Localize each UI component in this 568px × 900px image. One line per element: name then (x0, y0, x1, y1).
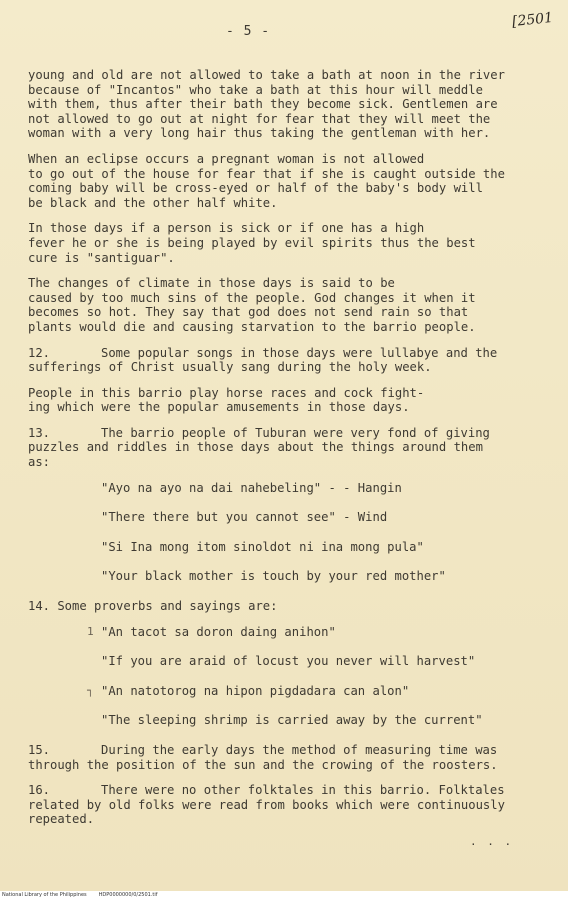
item-number: 12. (28, 345, 51, 360)
item-number: 15. (28, 743, 51, 757)
page-number: - 5 - (226, 24, 271, 39)
paragraph-15 (28, 743, 548, 772)
footer-library: National Library of the Philippines (2, 892, 87, 898)
paragraph-text: People in this barrio play horse races and cock fight- ing which were the popular amusements in those days. (28, 385, 425, 415)
riddle-line: "Your black mother is touch by your red mother" (101, 569, 446, 584)
trailing-dots: . . . (470, 835, 514, 848)
proverb-line: 1 "An tacot sa doron daing anihon" (101, 625, 548, 640)
paragraph-text: There were no other folktales in this barrio. Folktales related by old folks were read from books which were continuously repeated. (28, 783, 505, 827)
paragraph (28, 152, 548, 210)
paragraph (28, 221, 548, 265)
proverb-line: ┐ "An natotorog na hipon pigdadara can alon" (101, 684, 548, 699)
footer-filename: HDP0000000/0/2501.tif (98, 892, 158, 898)
proverb-line: "The sleeping shrimp is carried away by the current" (101, 713, 483, 728)
paragraph (28, 68, 548, 141)
proverbs-heading: 14. Some proverbs and sayings are: (28, 599, 278, 614)
paragraph (28, 386, 548, 415)
scan-footer (0, 891, 568, 900)
riddle-line: "Ayo na ayo na dai nahebeling" - - Hangin (101, 480, 402, 495)
riddle-line: "Si Ina mong itom sinoldot ni ina mong pula" (101, 539, 424, 554)
item-number: 13. (28, 425, 51, 440)
riddle-line: "There there but you cannot see" - Wind (101, 510, 388, 525)
item-number: 16. (28, 783, 51, 798)
archive-stamp: [2501 (511, 9, 554, 31)
paragraph-text: In those days if a person is sick or if one has a high fever he or she is being played by evil spirits thus the best cure is "santiguar". (28, 221, 476, 265)
proverb-line: "If you are araid of locust you never will harvest" (101, 654, 476, 669)
paragraph (28, 426, 548, 470)
paragraph-16 (28, 783, 548, 827)
paragraph (28, 346, 548, 375)
paragraph (28, 276, 548, 334)
paragraph-text: young and old are not allowed to take a bath at noon in the river because of "Incantos" who take a bath at this hour will meddle with them, thus after their bath they become sick. Gentlemen are not allowed to go out at night for fear that they will meet the woman with a very long hair thus taking the gentleman with her. (28, 68, 505, 141)
paragraph-text: The barrio people of Tuburan were very fond of giving puzzles and riddles in those days about the things around them as: (28, 425, 490, 470)
paragraph-text: During the early days the method of measuring time was through the position of the sun and the crowing of the roosters. (28, 743, 498, 772)
paragraph-text: Some popular songs in those days were lullabye and the sufferings of Christ usually sang during the holy week. (28, 345, 498, 375)
paragraph-text: When an eclipse occurs a pregnant woman is not allowed to go out of the house for fear that if she is caught outside the coming baby will be cross-eyed or half of the baby's body will be black and the other half white. (28, 151, 505, 210)
document-body (28, 68, 548, 838)
paragraph-text: The changes of climate in those days is said to be caused by too much sins of the people. God changes it when it becomes so hot. They say that god does not send rain so that plants would die and causing starvation to the barrio people. (28, 276, 476, 334)
